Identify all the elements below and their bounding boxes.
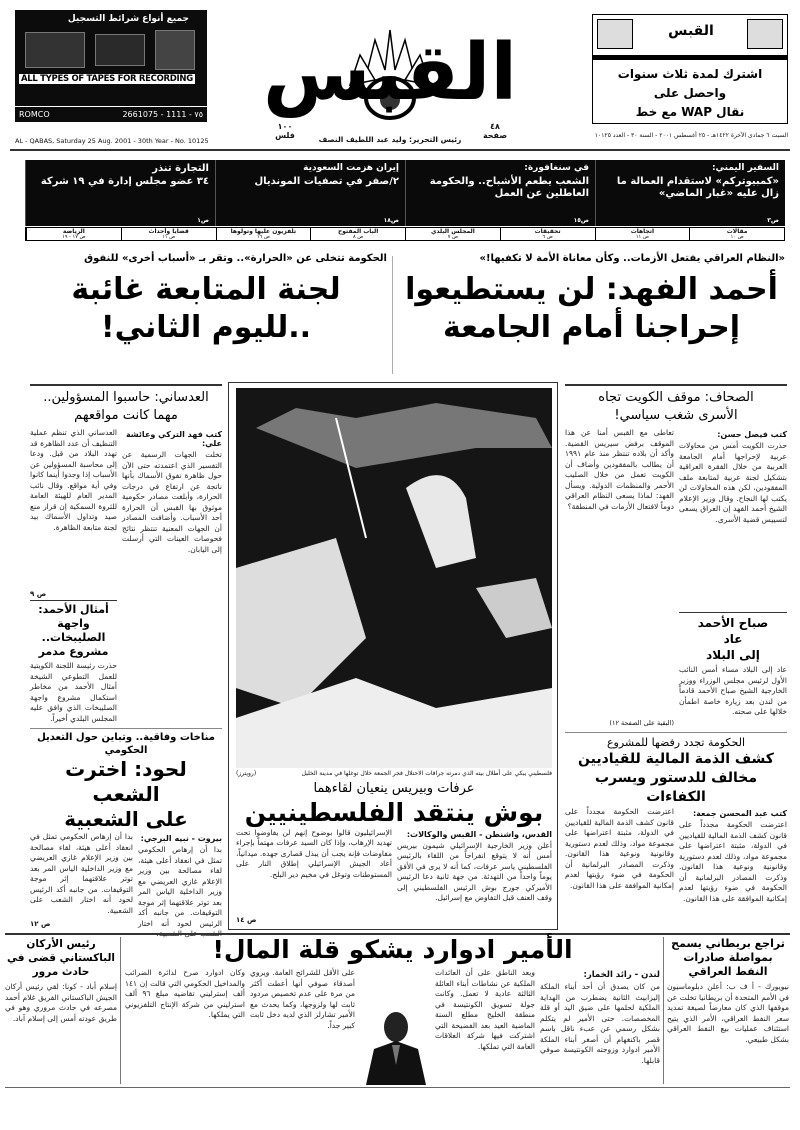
disclosure-columns	[565, 807, 787, 930]
teaser-page: ص١٥	[573, 217, 589, 224]
section-page: ص ٨	[352, 234, 364, 240]
teaser-page: ص١٨	[383, 217, 399, 224]
headline-line: أمثال الأحمد:	[38, 603, 109, 616]
article-body: تعاطى مع القبس أمنا عن هذا الموقف برفض سيريس القضية. وأكد أن بلاده تنتظر منذ عام ١٩٩١ أن يطالب بالمفقودين وأضاف أن الكويت تعمل من خلال الصليب الأحمر والمنظمات الدولية. ويسأل الفهد: لماذا يسعى النظام العراقي دوماً لافتعال الأزمات في المنطقة؟	[565, 428, 674, 511]
bush-kicker: عرفات وبيريس ينعيان لقاءهما	[313, 780, 475, 796]
rule	[565, 732, 787, 733]
article-body: حذرت رئيسة اللجنة الكويتية للعمل التطوعي الشيخة أمثال الأحمد من مخاطر استكمال مشروع واجهة الصليبخات الذي وافق عليه المجلس البلدي أخيراً.	[30, 661, 117, 723]
promo-text	[593, 65, 787, 122]
section-item[interactable]	[595, 228, 690, 240]
second-headline-line: لجنة المتابعة غائبة	[71, 272, 341, 307]
article-body: اعترضت الحكومة مجدداً على قانون كشف الذمة المالية للقياديين في الدولة، مثبتة اعتراضها على مجموعة مواد، وذلك لعدم دستورية وقانونية ونوعية هذا القانون. وذكرت المصادر البرلمانية أن الحكومة في ضوء رؤيتها لعدم إمكانية الموافقة على هذا القانون.	[679, 820, 787, 903]
lead-headline[interactable]	[398, 271, 785, 347]
lead-headline-line: أحمد الفهد: لن يستطيعوا	[405, 272, 778, 307]
headline-line: عاد	[723, 632, 743, 646]
teaser-headline: «كمبيوتركم» لاستقدام العمالة ما زال عليه «غبار الماضي»	[616, 176, 779, 199]
divider	[593, 55, 787, 60]
article-body: الإسرائيليون قالوا بوضوح إنهم لن يفاوضوا تحت تهديد الإرهاب، وإذا كان السيد عرفات مهتماً بإجراء مفاوضات فإنه يجب أن يبذل قصارى جهده. ميدانياً، أعاد الجيش الإسرائيلي إطلاق النار على المستوطنات وتوغل في مخيم دير البلح.	[236, 827, 392, 879]
section-item[interactable]	[216, 228, 311, 240]
bush-headline[interactable]: بوش ينتقد الفلسطينيين	[244, 797, 544, 827]
byline: كتب فيصل حسن:	[717, 430, 787, 439]
teaser[interactable]	[595, 160, 785, 226]
page-ref: ص ٩	[30, 590, 47, 598]
teaser-headline: ٣٤ عضو مجلس إدارة في ١٩ شركة	[40, 176, 209, 187]
header-rule	[10, 149, 790, 151]
promo-line: اشترك لمدة ثلاث سنوات	[617, 67, 763, 81]
price-unit: فلس	[275, 131, 295, 140]
promo-line: واحصل على	[653, 86, 727, 100]
photo-caption-row	[236, 770, 552, 778]
headline-line: إلى البلاد	[706, 648, 760, 662]
promo-line: نقال WAP مع خط	[635, 105, 745, 119]
page-count	[480, 122, 510, 140]
phone-icon	[597, 19, 633, 49]
phone-icon	[747, 19, 783, 49]
photo-credit: (رويترز)	[236, 770, 257, 777]
section-item[interactable]	[121, 228, 216, 240]
teaser-kicker: في سنغافورة:	[524, 163, 589, 173]
teaser-headline: ٢/صفر في تصفيات المونديال	[254, 176, 399, 187]
subcolumn	[122, 428, 222, 724]
dateline-english: AL - QABAS, Saturday 25 Aug. 2001 - 30th Year - No. 10125	[15, 137, 209, 145]
teaser-kicker: إيران هزمت السعودية	[303, 163, 399, 173]
section-page: ص ١١	[162, 234, 176, 240]
section-page: ص ١٧ - ١٩	[62, 234, 86, 240]
subscription-promo	[592, 14, 788, 124]
column-divider	[663, 937, 664, 1084]
masthead-title: القبس	[262, 28, 518, 118]
headline-line: الصحاف: موقف الكويت تجاه	[598, 390, 754, 405]
article-body: أعلن وزير الخارجية الإسرائيلي شيمون بيريس أمس أنه لا يتوقع انفراجاً من اللقاء بالرئيس الفلسطيني ياسر عرفات، كما أنه لا يرى في الأفق يوماً واحداً من التهدئة. من جهة ثانية دعا الرئيس الأميركي جورج بوش الرئيس الفلسطيني إلى وقف العنف قبل التفاوض مع إسرائيل.	[397, 840, 552, 902]
section-page: ص ١٠	[730, 234, 744, 240]
ad-footer	[15, 106, 207, 122]
section-item[interactable]	[689, 228, 784, 240]
section-label: قضايا وأحداث	[148, 228, 189, 235]
subcolumn	[138, 832, 222, 930]
headline-line: مخالف للدستور ويسرب الكفاءات	[594, 770, 758, 805]
section-page: ص ٧	[447, 234, 459, 240]
article-body: نيويورك - أ ف ب: أعلن دبلوماسيون في الأمم المتحدة أن بريطانيا تخلت عن موقفها الذي كان معارضاً لصيغة تمديد سعر النفط العراقي، الأمر الذي يتيح استئناف عمليات بيع النفط العراقي بشكل طبيعي.	[667, 982, 789, 1044]
article-body: من كان يصدق أن أحد أبناء الملكة إليزابيث الثانية يضطرب من الهداية الملكية لحلمها على ضيق اليد أو قلة المخصصات. حتى الأمير لم يتكلم بشكل رسمي عن عبء ناقل باسم قصر باكنغهام أن أصغر أبناء الملكة الأمير ادوارد وزوجته الكونتيسة صوفي قابلها.	[540, 982, 660, 1065]
teaser-kicker: التجارة تنذر	[152, 163, 209, 174]
teaser-kicker: السفير اليمني:	[711, 163, 779, 173]
section-index	[25, 227, 785, 241]
article-body: العدساني الذي تنظم عملية التنظيف أن عدد الظاهرة قد تهدد البلاد من قبل. ودعا إلى محاسبة المسؤولين عن الأسباب إذا وجدوا أينما كانوا وفي أية مواقع. وقال نائب المدير العام للهيئة العامة للثروة السمكية إن قرار منع صيد وتداول الأسماك بيد لجنة متابعة الظاهرة.	[30, 428, 117, 532]
headline-line: العدساني: حاسبوا المسؤولين..	[43, 390, 209, 405]
sahaf-headline[interactable]	[565, 389, 787, 425]
left-column	[30, 384, 222, 930]
tape-image	[155, 30, 195, 70]
continued-note: (البقية على الصفحة ١٢)	[609, 719, 674, 727]
ad-english-text: ALL TYPES OF TAPES FOR RECORDING	[21, 74, 193, 84]
lahoud-columns	[30, 832, 222, 930]
editor-in-chief: رئيس التحرير: وليد عبد اللطيف النصف	[318, 135, 462, 144]
headline-line: واجهة الصليبخات..	[41, 617, 106, 644]
bush-columns	[236, 828, 552, 927]
masthead	[225, 10, 555, 125]
second-kicker: الحكومة تتخلى عن «الحرارة».. وتقر بـ «أسباب أخرى» للنفوق	[84, 253, 387, 264]
prince-edward-photo	[360, 1005, 432, 1085]
article-body: إسلام أباد - كونا: لقي رئيس أركان الجيش الباكستاني الفريق غلام أحمد مصرعه في حادث مروري وهو في طريق عودته أمس إلى إسلام آباد.	[5, 982, 117, 1023]
headline-line: صباح الأحمد	[697, 616, 769, 630]
iraq-oil-story	[667, 937, 789, 1084]
teaser[interactable]	[405, 160, 595, 226]
page-count-value: ٤٨	[490, 122, 500, 131]
subcolumn	[397, 828, 552, 927]
subcolumn	[679, 807, 787, 930]
advertisement-tapes	[15, 10, 207, 122]
article-body: بدا أن إرهاص الحكومي تمثل في انعقاد أعلى هيئة، لقاء مصالحة بين وزير الإعلام غازي العريضي مع وزير الداخلية الياس المر بعد توتر علاقتهما إثر موجة التوقيفات. من جانبه أكد الرئيس لحود أنه اختار	[138, 845, 222, 928]
adsani-columns	[30, 428, 222, 724]
photo-caption: فلسطيني يبكي على أطلال بيته الذي دمرته جرافات الاحتلال فجر الجمعة خلال توغلها في مدينة الخليل	[301, 770, 552, 777]
section-item[interactable]	[405, 228, 500, 240]
rule	[30, 384, 222, 386]
section-page: ص ١٦	[256, 234, 270, 240]
headline-line: مشروع مدمر	[38, 645, 109, 658]
amthal-headline[interactable]	[30, 600, 117, 659]
rule	[565, 384, 787, 386]
subcolumn	[30, 832, 133, 930]
iraq-oil-headline[interactable]: تراجع بريطاني يسمح بمواصلة صادرات النفط العراقي	[671, 937, 785, 978]
price-value: ١٠٠	[277, 122, 293, 131]
second-headline[interactable]	[25, 271, 387, 347]
disclosure-headline[interactable]	[565, 750, 787, 807]
section-page: ص ١١	[635, 234, 649, 240]
section-label: مقالات	[726, 228, 748, 235]
center-column	[236, 388, 552, 926]
headline-line: الأسرى شغب سياسي!	[614, 408, 738, 423]
byline: كتب عبد المحسن جمعة:	[692, 809, 787, 818]
dateline-arabic: السبت ٦ جمادى الآخرة ١٤٢٢هـ - ٢٥ أغسطس ٢٠٠١ - السنة ٣٠ - العدد ١٠١٢٥	[594, 132, 788, 139]
headline-line: كشف الذمة المالية للقياديين	[578, 751, 774, 767]
section-label: تلفزيون عليها وتولوها	[230, 228, 297, 235]
section-item[interactable]	[310, 228, 405, 240]
pakistan-headline[interactable]: رئيس الأركان الباكستاني قضى في حادث مرور	[6, 938, 115, 978]
article-body: اعترضت الحكومة مجدداً على قانون كشف الذمة المالية للقياديين في الدولة، مثبتة اعتراضها على مجموعة مواد، وذلك لعدم دستورية وقانونية ونوعية هذا القانون. وذكرت المصادر البرلمانية أن الحكومة في ضوء رؤيتها لعدم إمكانية الموافقة على هذا القانون.	[565, 807, 674, 890]
section-label: تحقيقات	[534, 228, 561, 235]
section-label: الباب المفتوح	[337, 228, 379, 235]
section-label: الرياضة	[62, 228, 85, 235]
edward-column	[540, 968, 660, 1084]
news-photo	[236, 388, 552, 768]
headline-line: مهما كانت مواقعهم	[74, 408, 178, 423]
section-label: المجلس البلدي	[430, 228, 475, 235]
subcolumn	[30, 428, 117, 724]
lahoud-headline[interactable]	[30, 757, 222, 832]
byline: بيروت - نبيه البرجي:	[140, 834, 222, 843]
page-ref: ص ١٢	[30, 920, 51, 928]
ad-arabic-title: جميع أنواع شرائط التسجيل	[67, 14, 189, 24]
article-body: وكان ادوارد صرح لدائرة الضرائب والمداخيل الحكومي التي قالت إن ١٤١ ألف إسترليني تقاضيه مبلغ ٩٦ ألف استرليني من شركة الإنتاج التلفزيوني التي يملكها.	[125, 968, 245, 1019]
second-story	[25, 252, 387, 378]
photo-scene	[236, 388, 552, 768]
edward-headline[interactable]: الأمير ادوارد يشكو قلة المال!	[212, 935, 573, 964]
subcolumn	[679, 428, 787, 728]
lead-story	[398, 252, 785, 378]
byline: القدس، واشنطن - القبس والوكالات:	[406, 829, 552, 839]
article-body: حذرت الكويت أمس من محاولات عربية لإحراجها أمام الجامعة العربية من خلال الفقرة العراقية بتشكيل لجنة عربية لمتابعة ملف المفقودين، لكن هذه المحاولات لن يكتب لها النجاح. وقال وزير الإعلام الشيخ أحمد الفهد إن العراق يسعى لتسييس قضية الأسرى.	[679, 441, 787, 524]
article-body: ويعد الناطق على أن العائدات الملكية عن نشاطات أبناء العائلة الثالثة عادية لا تعمل. وكانت جولة تسويق الكونتيسة في منطقة الخليج مطلع السنة الماضية العيد بعد الفضيحة التي اشتركت فيها شركة العلاقات العامة التي تملكها.	[435, 968, 535, 1051]
sabah-headline[interactable]	[679, 612, 787, 663]
ad-phone: 2661075 - 1111 - ٧٥	[122, 110, 203, 119]
disclosure-kicker: الحكومة تجدد رفضها للمشروع	[606, 736, 746, 749]
teaser-strip	[25, 160, 785, 226]
teaser-headline: الشعب يطعم الأشباح.. والحكومة العاطلين عن العمل	[429, 176, 589, 199]
section-item[interactable]	[26, 228, 121, 240]
adsani-headline[interactable]	[30, 389, 222, 425]
lead-headline-line: إحراجنا أمام الجامعة	[442, 310, 741, 345]
lead-kicker: «النظام العراقي يفتعل الأزمات.. وكأن معاناة الأمة لا تكفيها!»	[479, 253, 785, 264]
article-body: تخلت الجهات الرسمية عن التفسير الذي اعتمدته حتى الآن حول ظاهرة نفوق الأسماك بأنها ناتجة عن ارتفاع في درجات الحرارة، وأبلغت مصادر حكومية موثوق بها القبس أن الحرارة أحد الأسباب. وأضافت المصادر أن الجهات المعنية تنتظر نتائج فحوصات العينات التي أرسلت إلى اليابان.	[122, 450, 222, 554]
section-label: اتجاهات	[630, 228, 655, 235]
byline: كتب فهد التركي وعائشة علي:	[125, 430, 222, 448]
teaser[interactable]	[215, 160, 405, 226]
article-body: عاد إلى البلاد مساء أمس النائب الأول لرئيس مجلس الوزراء ووزير الخارجية الشيخ صباح الأحمد قادماً من لندن بعد زيارة خاصة اطمأن خلالها على صحته.	[679, 665, 787, 716]
promo-brand: القبس	[668, 23, 714, 39]
byline: لندن - رائد الخمار:	[583, 970, 660, 980]
column-divider	[392, 256, 393, 374]
headline-line: لحود: اخترت الشعب	[65, 757, 187, 806]
portrait	[360, 1005, 432, 1085]
sahaf-columns	[565, 428, 787, 728]
article-body: بدا أن إرهاص الحكومي تمثل في انعقاد أعلى هيئة، لقاء مصالحة بين وزير الإعلام غازي العريضي مع وزير الداخلية الياس المر بعد توتر علاقتهما إثر موجة التوقيفات. من جانبه أكد الرئيس لحود أنه اختار الشعب على الشعبية.	[30, 832, 133, 915]
second-headline-line: ..لليوم الثاني!	[100, 310, 312, 345]
tape-image	[95, 34, 145, 66]
right-column	[565, 384, 787, 930]
tape-image	[25, 32, 85, 68]
bottom-rule	[5, 1087, 790, 1088]
teaser-page: ص١	[197, 217, 209, 224]
ad-brand: ROMCO	[19, 110, 50, 119]
article-body: على الأقل للشرائح العامة. ويروي أصدقاء صوفي أنها أعطت أكثر من مرة على عدم تخصيص مردود ثابت لها ولزوجها، وكما يحدث مع الأمير تشارلز الذي لديه دخل ثابت كبير جداً.	[250, 968, 355, 1030]
lahoud-kicker: مناخات وفاقية.. وتباين حول التعديل الحكومي	[30, 728, 222, 757]
subcolumn	[565, 428, 674, 728]
section-page: ص ٦	[542, 234, 553, 240]
article-body-spacer	[360, 968, 432, 1002]
pakistan-story	[5, 937, 117, 1084]
page-count-unit: صفحة	[482, 131, 508, 140]
teaser-page: ص٣	[767, 217, 779, 224]
teaser[interactable]	[25, 160, 215, 226]
subcolumn	[565, 807, 674, 930]
headline-line: على الشعبية	[64, 807, 188, 831]
page-ref: ص ١٤	[236, 916, 257, 924]
subcolumn	[236, 828, 392, 927]
section-item[interactable]	[500, 228, 595, 240]
price	[270, 122, 300, 140]
column-divider	[120, 937, 121, 1084]
